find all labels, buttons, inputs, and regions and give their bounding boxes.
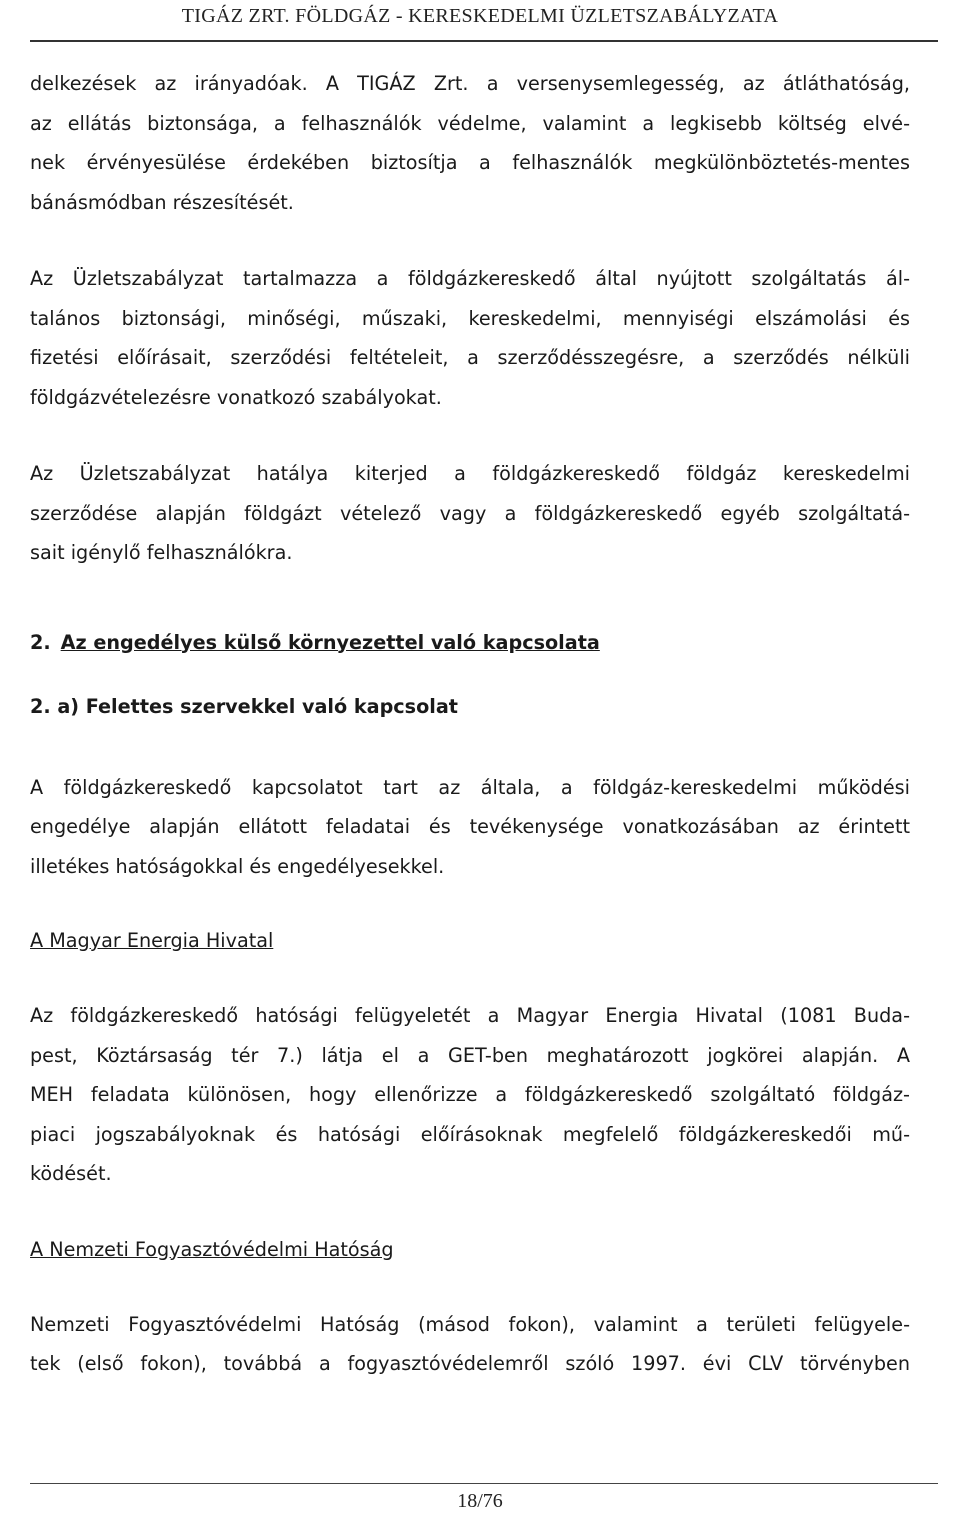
header-divider [30, 40, 938, 42]
text-line: bánásmódban részesítését. [30, 190, 294, 214]
subsection-heading: 2. a) Felettes szervekkel való kapcsolat [30, 694, 458, 718]
page-content [30, 64, 910, 1384]
document-title: TIGÁZ ZRT. FÖLDGÁZ - KERESKEDELMI ÜZLETSZABÁLYZATA [181, 5, 779, 27]
text-line: ködését. [30, 1162, 112, 1185]
text-line: az ellátás biztonsága, a felhasználók védelme, valamint a legkisebb költség elvé- [30, 111, 910, 135]
text-line: illetékes hatóságokkal és engedélyesekkel. [30, 854, 445, 878]
text-line: sait igénylő felhasználókra. [30, 541, 293, 564]
text-line: Az Üzletszabályzat hatálya kiterjed a földgázkereskedő földgáz kereskedelmi [30, 462, 910, 485]
text-line: A földgázkereskedő kapcsolatot tart az általa, a földgáz-kereskedelmi működési [30, 775, 910, 799]
paragraph-meh [30, 996, 910, 1194]
paragraph-nfh [30, 1305, 910, 1384]
section-title: Az engedélyes külső környezettel való kapcsolata [60, 630, 600, 654]
text-line: szerződése alapján földgázt vételező vagy a földgázkereskedő egyéb szolgáltatá- [30, 501, 910, 525]
text-line: földgázvételezésre vonatkozó szabályokat. [30, 385, 442, 409]
text-line: MEH feladata különösen, hogy ellenőrizze a földgázkereskedő szolgáltató földgáz- [30, 1083, 910, 1106]
text-line: talános biztonsági, minőségi, műszaki, kereskedelmi, mennyiségi elszámolási és [30, 306, 910, 330]
text-line: tek (első fokon), továbbá a fogyasztóvédelemről szóló 1997. évi CLV törvényben [30, 1352, 910, 1375]
text-line: Nemzeti Fogyasztóvédelmi Hatóság (másod fokon), valamint a területi felügyele- [30, 1312, 910, 1336]
nfh-heading: A Nemzeti Fogyasztóvédelmi Hatóság [30, 1237, 394, 1261]
page-footer [0, 1474, 960, 1514]
meh-heading: A Magyar Energia Hivatal [30, 929, 274, 952]
text-line: pest, Köztársaság tér 7.) látja el a GET-ben meghatározott jogkörei alapján. A [30, 1043, 910, 1067]
text-line: engedélye alapján ellátott feladatai és tevékenysége vonatkozásában az érintett [30, 815, 910, 838]
footer-divider [30, 1483, 938, 1484]
text-line: delkezések az irányadóak. A TIGÁZ Zrt. a versenysemlegesség, az átláthatóság, [30, 72, 910, 95]
paragraph-scope-applicability [30, 454, 910, 573]
text-line: Az földgázkereskedő hatósági felügyeletét a Magyar Energia Hivatal (1081 Buda- [30, 1004, 910, 1027]
text-line: Az Üzletszabályzat tartalmazza a földgázkereskedő által nyújtott szolgáltatás ál- [30, 267, 910, 290]
section-number: 2. [30, 630, 51, 654]
text-line: piaci jogszabályoknak és hatósági előírásoknak megfelelő földgázkereskedői mű- [30, 1122, 910, 1146]
paragraph-scope-contents [30, 259, 910, 417]
text-line: nek érvényesülése érdekében biztosítja a felhasználók megkülönböztetés-mentes [30, 151, 910, 174]
paragraph-nondiscrimination [30, 64, 910, 222]
section-heading [30, 626, 910, 660]
text-line: fizetési előírásait, szerződési feltételeit, a szerződésszegésre, a szerződés nélküli [30, 346, 910, 369]
page-header [0, 0, 960, 44]
page-number: 18/76 [457, 1490, 503, 1512]
paragraph-authorities [30, 768, 910, 887]
